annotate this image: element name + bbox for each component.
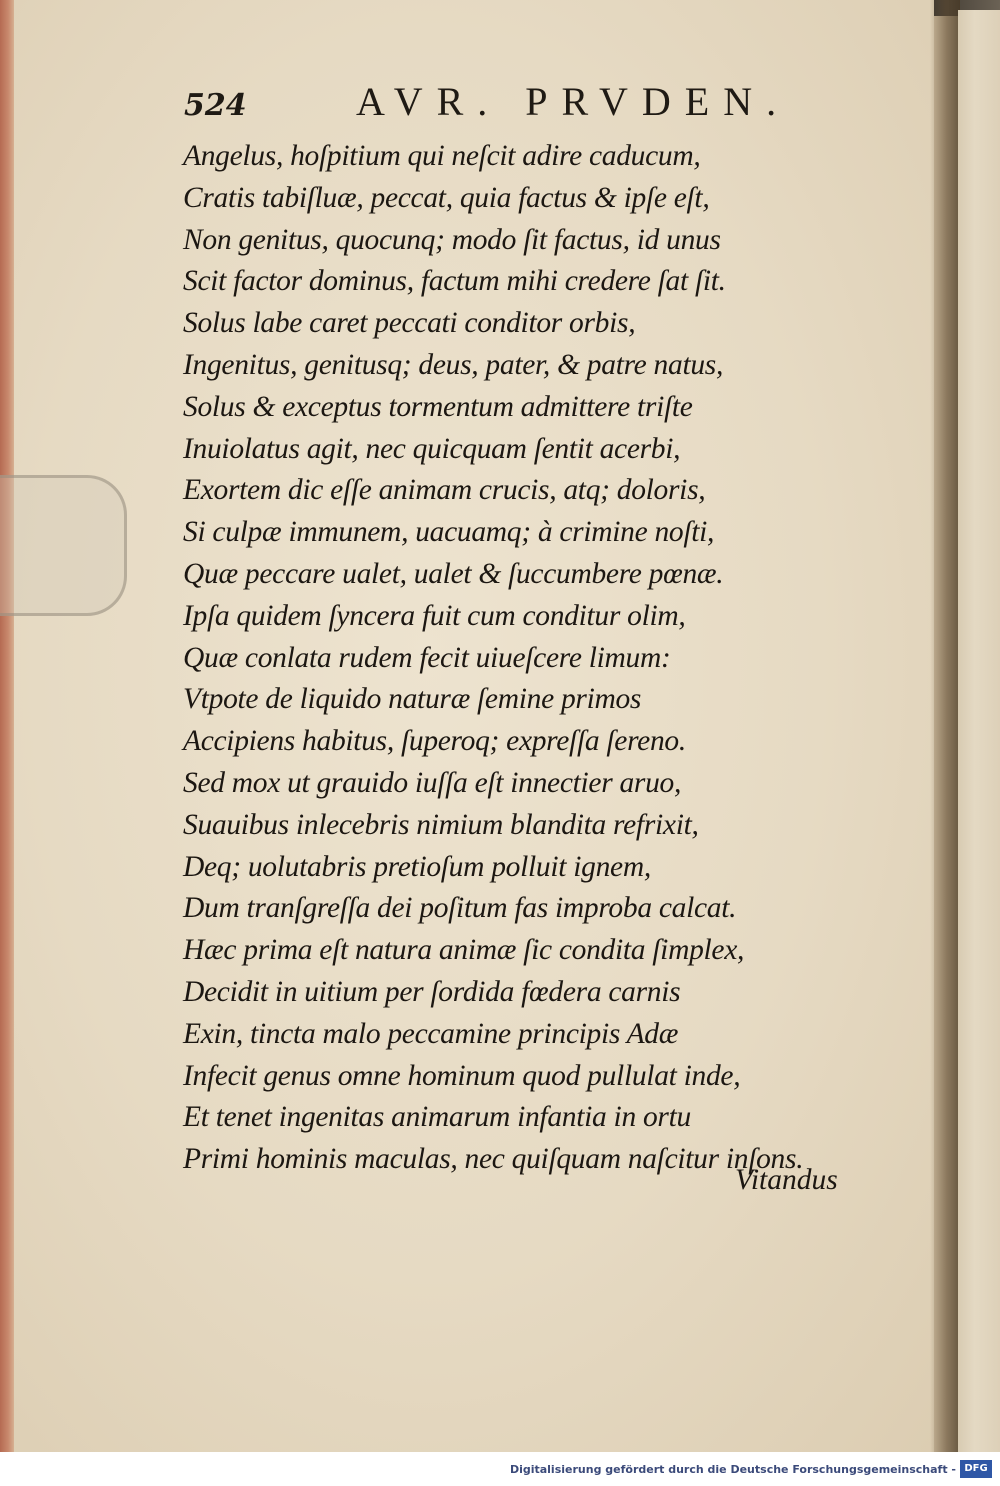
verse-line: Ipſa quidem ſyncera fuit cum conditur olim,	[183, 599, 686, 632]
footer-bar	[0, 1452, 1000, 1486]
verse-line: Non genitus, quocunq; modo ſit factus, id unus	[183, 223, 721, 256]
verse-line: Primi hominis maculas, nec quiſquam naſcitur inſons.	[183, 1143, 804, 1176]
verse-line: Deq; uolutabris pretioſum polluit ignem,	[183, 850, 651, 883]
verse-line: Exin, tincta malo peccamine principis Adæ	[183, 1017, 679, 1050]
clip-mark	[0, 475, 127, 616]
verse-line: Cratis tabiſluæ, peccat, quia factus & ipſe eſt,	[183, 181, 710, 214]
verse-line: Accipiens habitus, ſuperoq; expreſſa ſereno.	[183, 725, 686, 758]
verse-line: Infecit genus omne hominum quod pullulat inde,	[183, 1059, 741, 1092]
running-head	[184, 78, 824, 128]
running-head-title: AVR. PRVDEN.	[356, 79, 791, 124]
verse-line: Exortem dic eſſe animam crucis, atq; doloris,	[183, 474, 706, 507]
verse-line: Quæ peccare ualet, ualet & ſuccumbere pœnæ.	[183, 557, 724, 590]
verse-line: Solus & exceptus tormentum admittere triſte	[183, 390, 693, 423]
verse-line: Vtpote de liquido naturæ ſemine primos	[183, 683, 642, 716]
verse-line: Angelus, hoſpitium qui neſcit adire caducum,	[183, 140, 701, 172]
funding-credit: Digitalisierung gefördert durch die Deutsche Forschungsgemeinschaft -	[509, 1463, 956, 1476]
page-edge	[0, 0, 14, 1452]
verse-line: Si culpæ immunem, uacuamq; à crimine noſti,	[183, 516, 715, 549]
verse-line: Dum tranſgreſſa dei poſitum fas improba calcat.	[183, 892, 737, 925]
dfg-logo[interactable]: DFG	[960, 1460, 992, 1478]
verse-line: Sed mox ut grauido iuſſa eſt innectier aruo,	[183, 766, 682, 799]
catchword: Vitandus	[735, 1164, 838, 1196]
verse-line: Quæ conlata rudem fecit uiueſcere limum:	[183, 641, 671, 674]
verse-line: Et tenet ingenitas animarum infantia in ortu	[183, 1101, 691, 1134]
verse-line: Inuiolatus agit, nec quicquam ſentit acerbi,	[183, 432, 681, 465]
verse-line: Ingenitus, genitusq; deus, pater, & patre natus,	[183, 348, 724, 381]
page-gutter	[930, 0, 960, 1452]
verse-line: Decidit in uitium per ſordida fœdera carnis	[183, 975, 681, 1008]
verse-line: Hæc prima eſt natura animæ ſic condita ſimplex,	[183, 934, 745, 967]
page-number: 524	[184, 88, 247, 123]
verse-line: Scit factor dominus, factum mihi credere ſat ſit.	[183, 265, 726, 298]
facing-page-edge	[958, 10, 1000, 1452]
verse-text	[183, 136, 883, 1181]
verse-line: Suauibus inlecebris nimium blandita refrixit,	[183, 808, 699, 841]
verse-line: Solus labe caret peccati conditor orbis,	[183, 307, 636, 340]
